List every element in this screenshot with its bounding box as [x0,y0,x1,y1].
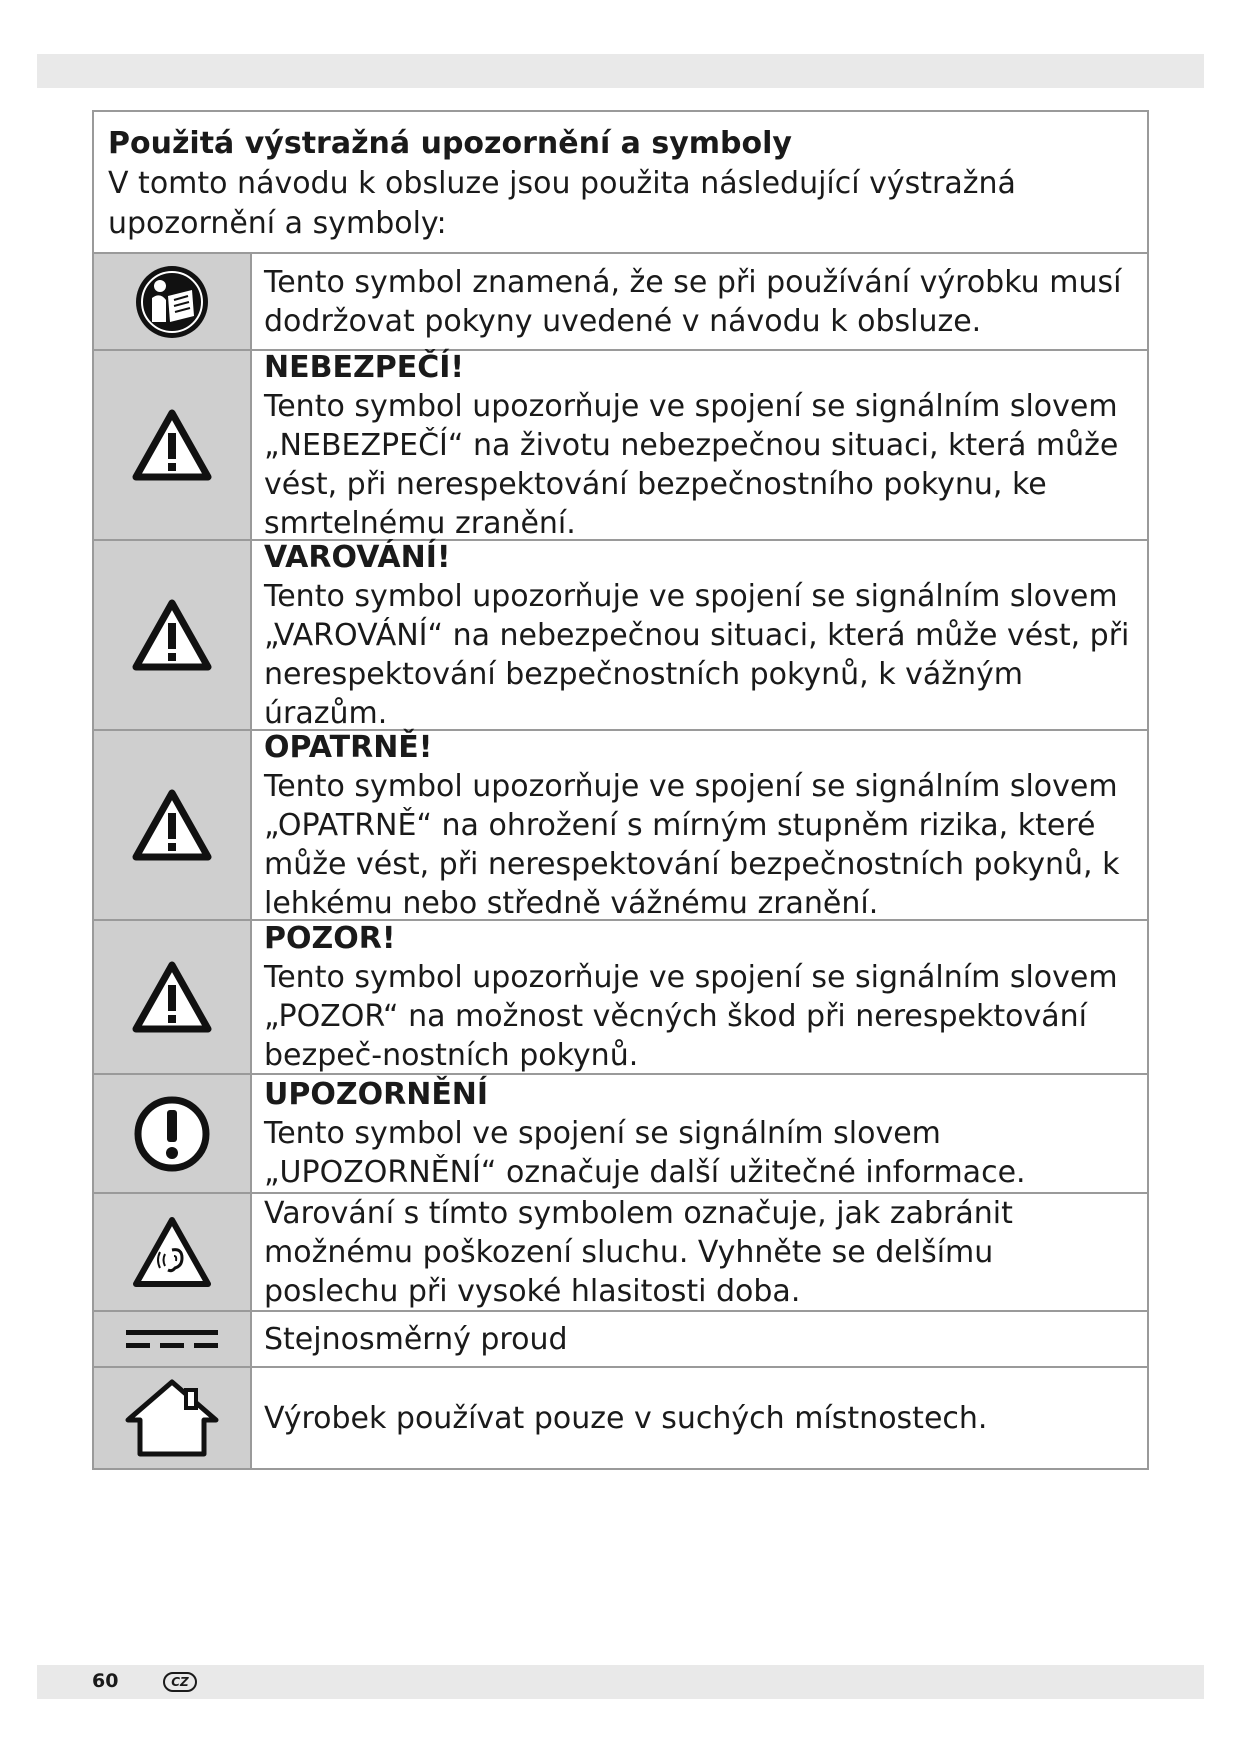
symbols-table [92,110,1149,1470]
notice-exclamation-icon [132,1094,212,1174]
row-text: Tento symbol upozorňuje ve spojení se signálním slovem „POZOR“ na možnost věcných škod při nerespektování bezpeč-nostních pokynů. [264,960,1118,1073]
page-number: 60 [92,1670,119,1692]
section-title: Použitá výstražná upozornění a symboly [108,126,792,161]
table-row [94,1075,1147,1194]
row-text: Tento symbol znamená, že se při používání výrobku musí dodržovat pokyny uvedené v návodu k obsluze. [264,264,1122,339]
signal-word: OPATRNĚ! [264,729,433,765]
header-band [37,54,1204,88]
text-cell [252,254,1147,349]
icon-cell [94,1075,252,1192]
language-badge: CZ [163,1672,197,1692]
hearing-damage-icon [132,1216,212,1288]
signal-word: NEBEZPEČÍ! [264,349,465,385]
row-text: Varování s tímto symbolem označuje, jak zabránit možnému poškození sluchu. Vyhněte se delšímu poslechu při vysoké hlasitosti doba. [264,1195,1013,1309]
table-row [94,921,1147,1075]
read-manual-icon [132,262,212,342]
row-text: Tento symbol upozorňuje ve spojení se signálním slovem „NEBEZPEČÍ“ na životu nebezpečnou situaci, která může vést, při nerespektování bezpečnostního pokynu, ke smrtelnému zranění. [264,388,1119,541]
icon-cell [94,1368,252,1468]
icon-cell [94,921,252,1073]
text-cell [252,921,1147,1073]
table-row [94,541,1147,731]
direct-current-icon [122,1324,222,1354]
warning-triangle-icon [132,409,212,481]
signal-word: VAROVÁNÍ! [264,539,451,575]
footer-band [37,1665,1204,1699]
text-cell [252,1368,1147,1468]
text-cell [252,351,1147,539]
table-row [94,254,1147,351]
signal-word: UPOZORNĚNÍ [264,1077,489,1112]
row-text: Stejnosměrný proud [264,1321,568,1357]
table-row [94,1368,1147,1468]
icon-cell [94,731,252,919]
icon-cell [94,1312,252,1366]
row-text: Tento symbol upozorňuje ve spojení se signálním slovem „VAROVÁNÍ“ na nebezpečnou situaci, která může vést, při nerespektování bezpečnostních pokynů, k vážným úrazům. [264,578,1130,731]
icon-cell [94,254,252,349]
text-cell [252,541,1147,729]
icon-cell [94,351,252,539]
indoor-use-house-icon [124,1378,220,1458]
text-cell [252,731,1147,919]
signal-word: POZOR! [264,921,396,956]
row-text: Výrobek používat pouze v suchých místnostech. [264,1400,988,1436]
warning-triangle-icon [132,961,212,1033]
table-row [94,731,1147,921]
icon-cell [94,541,252,729]
text-cell [252,1194,1147,1310]
icon-cell [94,1194,252,1310]
intro-cell [94,112,1147,254]
warning-triangle-icon [132,789,212,861]
row-text: Tento symbol ve spojení se signálním slovem „UPOZORNĚNÍ“ označuje další užitečné informace. [264,1116,1026,1190]
text-cell [252,1075,1147,1192]
warning-triangle-icon [132,599,212,671]
table-row [94,351,1147,541]
row-text: Tento symbol upozorňuje ve spojení se signálním slovem „OPATRNĚ“ na ohrožení s mírným stupněm rizika, které může vést, při nerespektování bezpečnostních pokynů, k lehkému nebo středně vážnému zranění. [264,768,1120,921]
text-cell [252,1312,1147,1366]
table-row [94,1312,1147,1368]
table-row [94,1194,1147,1312]
section-intro: V tomto návodu k obsluze jsou použita následující výstražná upozornění a symboly: [108,166,1016,241]
